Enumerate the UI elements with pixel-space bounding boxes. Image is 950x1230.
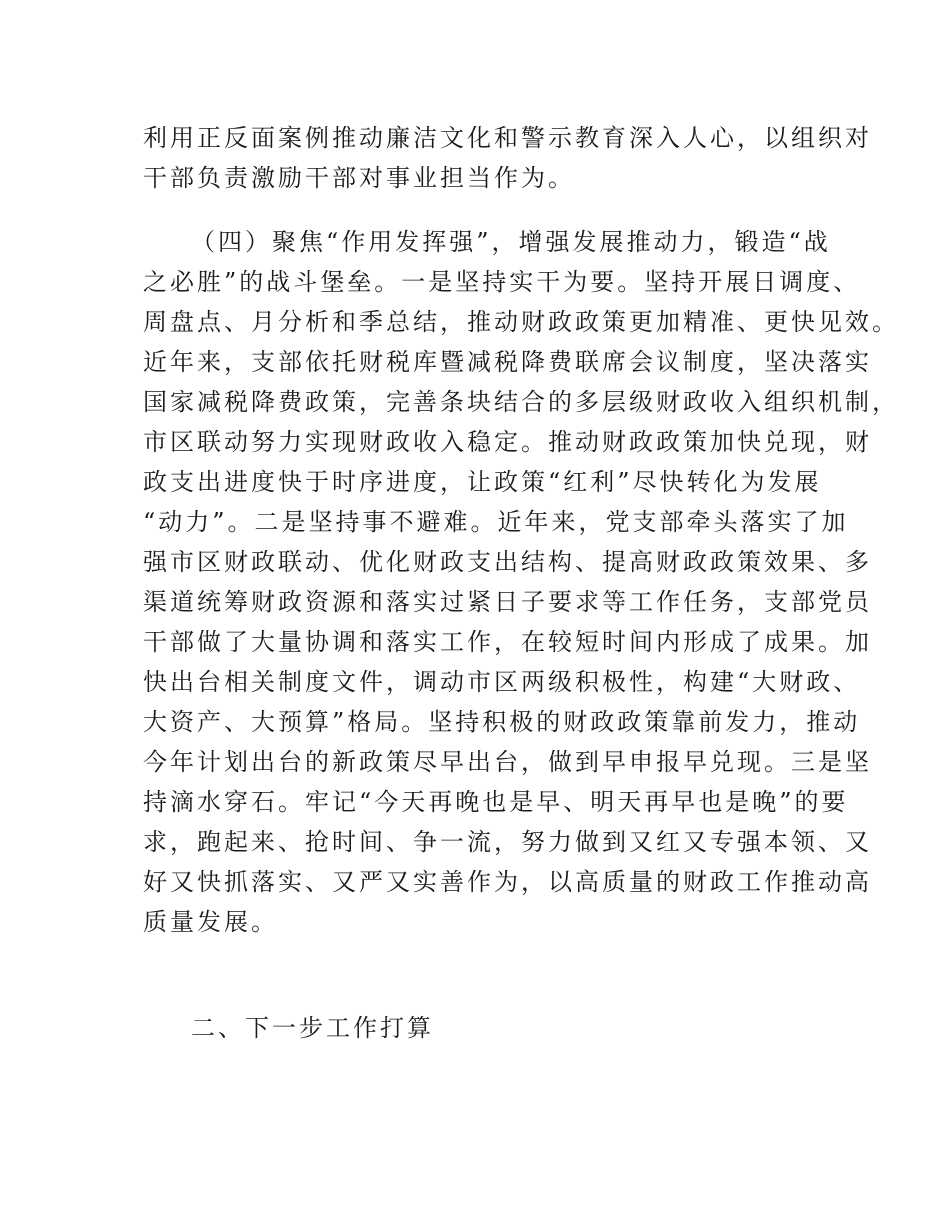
text-line: 今年计划出台的新政策尽早出台，做到早申报早兑现。三是坚 [143,748,872,776]
text-line: 市区联动努力实现财政收入稳定。推动财政政策加快兑现，财 [143,428,872,456]
text-line: 利用正反面案例推动廉洁文化和警示教育深入人心，以组织对 [143,124,872,152]
text-line: 政支出进度快于时序进度，让政策“红利”尽快转化为发展 [143,468,822,496]
text-line: 渠道统筹财政资源和落实过紧日子要求等工作任务，支部党员 [143,588,872,616]
text-line: 干部做了大量协调和落实工作，在较短时间内形成了成果。加 [143,628,872,656]
text-line: 大资产、大预算”格局。坚持积极的财政政策靠前发力，推动 [143,708,861,736]
text-line: 质量发展。 [143,908,278,936]
text-line: 近年来，支部依托财税库暨减税降费联席会议制度，坚决落实 [143,348,872,376]
text-line: 持滴水穿石。牢记“今天再晚也是早、明天再早也是晚”的要 [143,788,849,816]
text-line: 强市区财政联动、优化财政支出结构、提高财政政策效果、多 [143,548,872,576]
text-line: 之必胜”的战斗堡垒。一是坚持实干为要。坚持开展日调度、 [143,268,861,296]
text-line: 国家减税降费政策，完善条块结合的多层级财政收入组织机制， [143,388,899,416]
text-line: 干部负责激励干部对事业担当作为。 [143,164,575,192]
section-heading-line: （四）聚焦“作用发挥强”，增强发展推动力，锻造“战 [191,228,831,256]
text-line: 好又快抓落实、又严又实善作为，以高质量的财政工作推动高 [143,868,872,896]
paragraph-continuation [143,118,872,198]
text-line: 求，跑起来、抢时间、争一流，努力做到又红又专强本领、又 [143,828,872,856]
text-line: “动力”。二是坚持事不避难。近年来，党支部牵头落实了加 [143,508,849,536]
text-line: 周盘点、月分析和季总结，推动财政政策更加精准、更快见效。 [143,308,899,336]
section-heading-line: 二、下一步工作打算 [191,1014,434,1042]
text-line: 快出台相关制度文件，调动市区两级积极性，构建“大财政、 [143,668,861,696]
paragraph-section-four [143,222,899,942]
section-heading-next-steps [143,1008,823,1048]
